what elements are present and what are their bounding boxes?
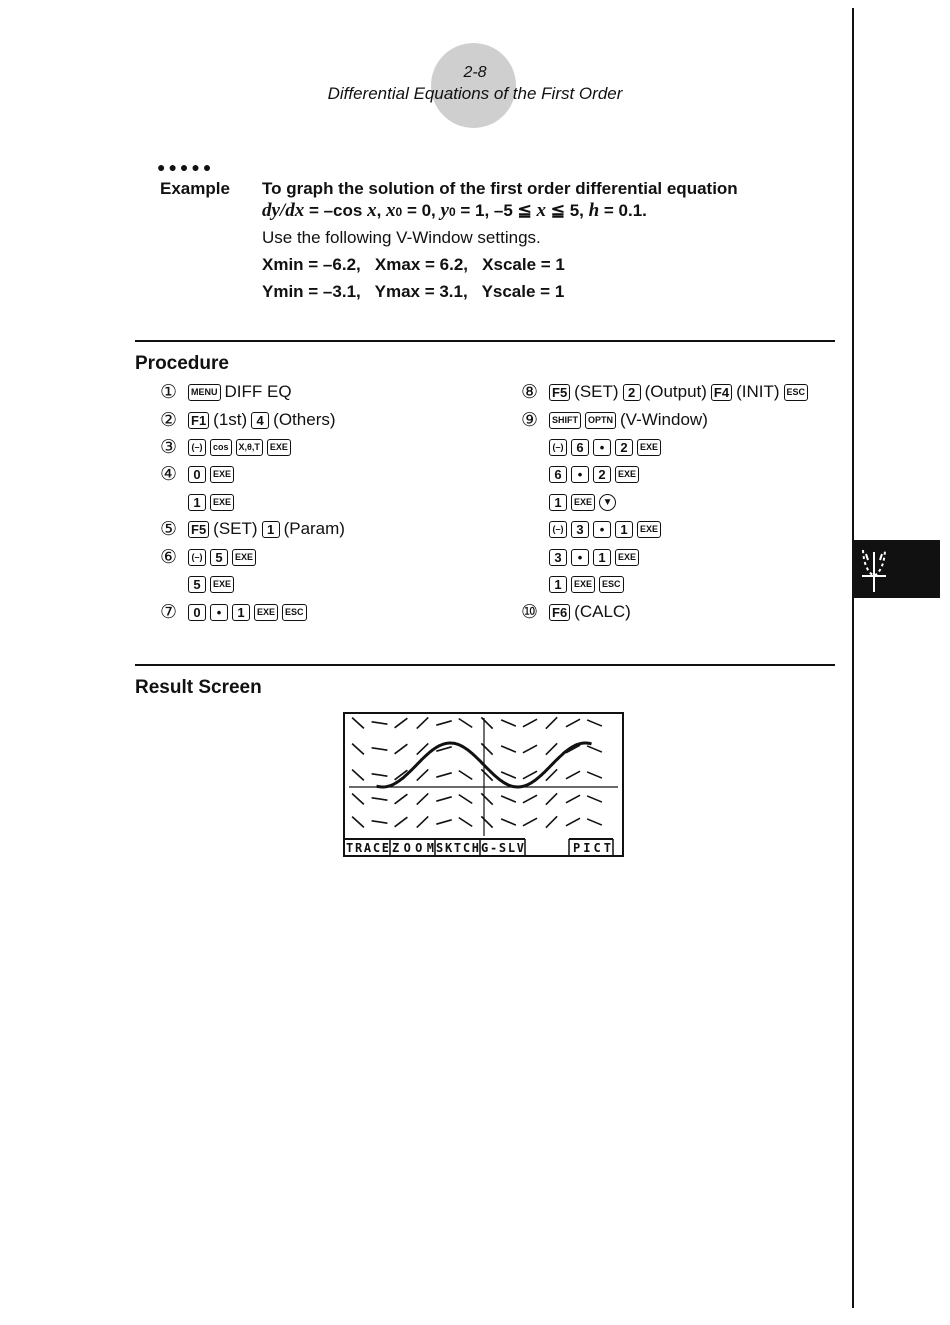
key-exe: EXE bbox=[254, 604, 278, 621]
step-number: ③ bbox=[160, 436, 178, 458]
step-4b bbox=[188, 490, 238, 514]
key-exe: EXE bbox=[615, 549, 639, 566]
key-exe: EXE bbox=[210, 466, 234, 483]
procedure-title: Procedure bbox=[135, 353, 229, 374]
step-text: (SET) bbox=[213, 519, 258, 538]
example-line-2 bbox=[262, 200, 647, 222]
step-text: (1st) bbox=[213, 410, 248, 429]
key-exe: EXE bbox=[210, 576, 234, 593]
key-esc: ESC bbox=[599, 576, 624, 593]
step-1 bbox=[160, 380, 296, 404]
step-number: ⑧ bbox=[521, 381, 539, 403]
key-0: 0 bbox=[188, 466, 206, 483]
page-title: Differential Equations of the First Order bbox=[327, 84, 623, 103]
step-number: ⑤ bbox=[160, 518, 178, 540]
key-4: 4 bbox=[251, 412, 269, 429]
page-number: 2-8 bbox=[463, 64, 487, 81]
menu-sktch: SKTCH bbox=[436, 841, 479, 855]
key-exe: EXE bbox=[637, 521, 661, 538]
var-x: x bbox=[367, 200, 377, 221]
y0-value: = 1, –5 ≦ bbox=[455, 201, 537, 220]
key-0: 0 bbox=[188, 604, 206, 621]
key-exe: EXE bbox=[571, 494, 595, 511]
menu-zoom: ZOOM bbox=[392, 841, 434, 855]
key-negative: (–) bbox=[549, 439, 567, 456]
step-number: ⑨ bbox=[521, 409, 539, 431]
result-rule bbox=[135, 664, 835, 666]
chapter-thumb-tab bbox=[854, 540, 940, 598]
step-9b bbox=[549, 435, 665, 459]
example-line-5: Ymin = –3.1, Ymax = 3.1, Yscale = 1 bbox=[262, 282, 565, 301]
example-line-1: To graph the solution of the first order differential equation bbox=[262, 179, 738, 198]
step-number: ⑦ bbox=[160, 601, 178, 623]
step-9e bbox=[549, 517, 665, 541]
step-4a bbox=[160, 462, 238, 486]
key-esc: ESC bbox=[282, 604, 307, 621]
comma: , bbox=[376, 201, 387, 220]
step-9d bbox=[549, 490, 620, 514]
right-margin-rule bbox=[852, 8, 854, 1308]
step-number: ⑥ bbox=[160, 546, 178, 568]
step-9g bbox=[549, 572, 628, 596]
step-text: DIFF EQ bbox=[224, 382, 292, 401]
step-6b bbox=[188, 572, 238, 596]
example-label: Example bbox=[160, 179, 230, 198]
key-1: 1 bbox=[549, 494, 567, 511]
step-text: (INIT) bbox=[736, 382, 780, 401]
key-negative: (–) bbox=[188, 439, 206, 456]
key-1: 1 bbox=[549, 576, 567, 593]
key-f5: F5 bbox=[549, 384, 570, 401]
key-exe: EXE bbox=[637, 439, 661, 456]
key-5: 5 bbox=[210, 549, 228, 566]
step-10 bbox=[521, 600, 635, 624]
key-5: 5 bbox=[188, 576, 206, 593]
dydx-term: dy/dx bbox=[262, 200, 305, 221]
step-number: ② bbox=[160, 409, 178, 431]
key-exe: EXE bbox=[571, 576, 595, 593]
result-title: Result Screen bbox=[135, 677, 262, 698]
step-text: (Param) bbox=[283, 519, 345, 538]
key-1: 1 bbox=[262, 521, 280, 538]
step-9c bbox=[549, 462, 643, 486]
calculator-result-screen bbox=[343, 712, 624, 857]
key-x-theta-t: X,θ,T bbox=[236, 439, 263, 456]
example-dots: ●●●●● bbox=[157, 159, 215, 175]
example-line-3: Use the following V-Window settings. bbox=[262, 228, 541, 247]
key-exe: EXE bbox=[615, 466, 639, 483]
key-negative: (–) bbox=[188, 549, 206, 566]
var-y0: y bbox=[440, 200, 449, 221]
step-9a bbox=[521, 408, 712, 432]
menu-trace: TRACE bbox=[346, 841, 389, 855]
key-esc: ESC bbox=[784, 384, 809, 401]
key-shift: SHIFT bbox=[549, 412, 581, 429]
procedure-rule bbox=[135, 340, 835, 342]
step-text: (V-Window) bbox=[620, 410, 708, 429]
key-exe: EXE bbox=[267, 439, 291, 456]
key-6: 6 bbox=[549, 466, 567, 483]
example-line-4: Xmin = –6.2, Xmax = 6.2, Xscale = 1 bbox=[262, 255, 565, 274]
key-1: 1 bbox=[593, 549, 611, 566]
menu-g-slv: G-SLV bbox=[481, 841, 524, 855]
step-text: (SET) bbox=[574, 382, 619, 401]
sub-0: 0 bbox=[395, 205, 403, 219]
h-value: = 0.1. bbox=[599, 201, 647, 220]
menu-pict: PICT bbox=[573, 841, 611, 855]
var-h: h bbox=[588, 200, 600, 221]
key-3: 3 bbox=[549, 549, 567, 566]
key-exe: EXE bbox=[210, 494, 234, 511]
key-1: 1 bbox=[615, 521, 633, 538]
key-menu: MENU bbox=[188, 384, 221, 401]
step-6a bbox=[160, 545, 260, 569]
key-f1: F1 bbox=[188, 412, 209, 429]
key-decimal: • bbox=[593, 521, 611, 538]
key-decimal: • bbox=[210, 604, 228, 621]
key-f5: F5 bbox=[188, 521, 209, 538]
var-x0: x bbox=[386, 200, 396, 221]
key-f6: F6 bbox=[549, 604, 570, 621]
diff-eq-icon bbox=[854, 540, 940, 598]
key-decimal: • bbox=[571, 549, 589, 566]
key-2: 2 bbox=[593, 466, 611, 483]
key-negative: (–) bbox=[549, 521, 567, 538]
step-number: ① bbox=[160, 381, 178, 403]
step-text: (CALC) bbox=[574, 602, 631, 621]
step-3 bbox=[160, 435, 295, 459]
key-decimal: • bbox=[571, 466, 589, 483]
x0-value: = 0, bbox=[402, 201, 441, 220]
key-decimal: • bbox=[593, 439, 611, 456]
range-part: ≦ 5, bbox=[546, 201, 589, 220]
step-8 bbox=[521, 380, 812, 404]
key-f4: F4 bbox=[711, 384, 732, 401]
step-text: (Others) bbox=[273, 410, 336, 429]
key-exe: EXE bbox=[232, 549, 256, 566]
key-cos: cos bbox=[210, 439, 232, 456]
key-2: 2 bbox=[623, 384, 641, 401]
key-3: 3 bbox=[571, 521, 589, 538]
key-1: 1 bbox=[188, 494, 206, 511]
key-2: 2 bbox=[615, 439, 633, 456]
step-number: ⑩ bbox=[521, 601, 539, 623]
step-9f bbox=[549, 545, 643, 569]
key-optn: OPTN bbox=[585, 412, 616, 429]
key-6: 6 bbox=[571, 439, 589, 456]
step-7 bbox=[160, 600, 311, 624]
step-2 bbox=[160, 408, 340, 432]
key-1: 1 bbox=[232, 604, 250, 621]
step-number: ④ bbox=[160, 463, 178, 485]
sub-1: 0 bbox=[448, 205, 456, 219]
eq-part: = –cos bbox=[304, 201, 368, 220]
step-5 bbox=[160, 517, 349, 541]
var-x-range: x bbox=[536, 200, 546, 221]
step-text: (Output) bbox=[644, 382, 707, 401]
cursor-down-icon: ▼ bbox=[599, 494, 616, 511]
